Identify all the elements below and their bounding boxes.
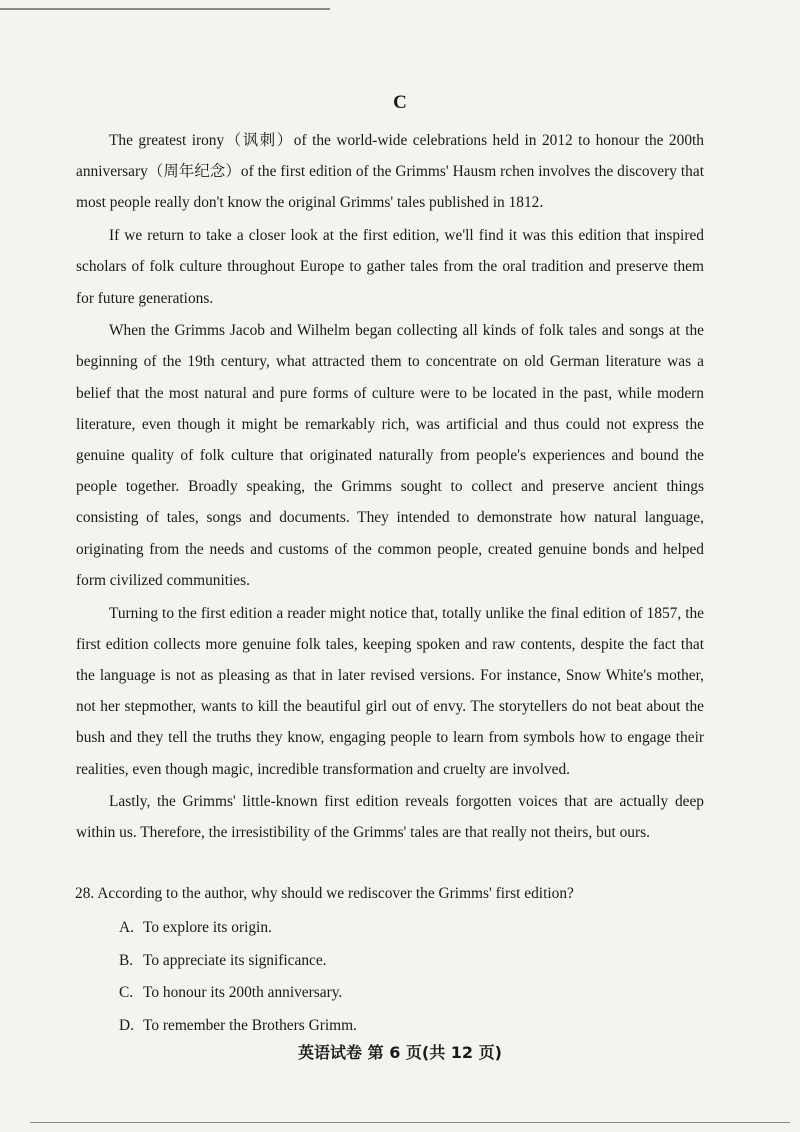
passage-paragraph-4: Turning to the first edition a reader might notice that, totally unlike the final edition of 1857, the first edition collects more genuine folk tales, keeping spoken and raw contents, despite the fact that the language is not as pleasing as that in later revised versions. For instance, Snow White's mother, not her stepmother, wants to kill the beautiful girl out of envy. The storytellers do not beat about the bush and they tell the truths they know, engaging people to learn from symbols how to engage their realities, even though magic, incredible transformation and cruelty are involved. — [76, 604, 704, 778]
top-rule — [0, 8, 330, 10]
section-letter: C — [393, 92, 407, 113]
option-a[interactable] — [119, 912, 715, 945]
bottom-rule — [30, 1122, 790, 1123]
option-b[interactable] — [119, 945, 715, 978]
passage-paragraph-5: Lastly, the Grimms' little-known first edition reveals forgotten voices that are actually deep within us. Therefore, the irresistibility of the Grimms' tales are that really not theirs, but ours. — [76, 793, 704, 842]
question-text: According to the author, why should we rediscover the Grimms' first edition? — [97, 885, 574, 902]
question-28 — [75, 878, 715, 1042]
question-stem — [75, 878, 715, 909]
option-letter: C. — [119, 984, 134, 1001]
answer-options — [75, 912, 715, 1042]
passage-paragraph-3: When the Grimms Jacob and Wilhelm began collecting all kinds of folk tales and songs at the beginning of the 19th century, what attracted them to concentrate on old German literature was a belief that the most natural and pure forms of culture were to be located in the past, while modern literature, even though it might be remarkably rich, was artificial and thus could not express the genuine quality of folk culture that originated naturally from people's experiences and bound the people together. Broadly speaking, the Grimms sought to collect and preserve ancient things consisting of tales, songs and documents. They intended to demonstrate how natural language, originating from the needs and customs of the common people, created genuine bonds and helped form civilized communities. — [76, 322, 704, 589]
option-text: To explore its origin. — [143, 919, 272, 936]
option-text: To honour its 200th anniversary. — [143, 984, 343, 1001]
option-letter: B. — [119, 951, 134, 969]
option-text: To remember the Brothers Grimm. — [143, 1016, 357, 1034]
question-number: 28. — [75, 885, 95, 902]
option-letter: D. — [119, 1016, 134, 1034]
option-text: To appreciate its significance. — [143, 951, 327, 969]
option-letter: A. — [119, 919, 134, 936]
passage-paragraph-1: The greatest irony（讽刺）of the world-wide celebrations held in 2012 to honour the 200th anniversary（周年纪念）of the first edition of the Grimms' Hausm rchen involves the discovery that most people really don't know the original Grimms' tales published in 1812. — [76, 132, 704, 212]
option-c[interactable] — [119, 977, 715, 1010]
option-d[interactable] — [119, 1010, 715, 1043]
reading-passage — [76, 125, 704, 850]
page-footer: 英语试卷 第 6 页(共 12 页) — [298, 1043, 502, 1062]
passage-paragraph-2: If we return to take a closer look at the first edition, we'll find it was this edition that inspired scholars of folk culture throughout Europe to gather tales from the oral tradition and preserve them for future generations. — [76, 227, 704, 307]
